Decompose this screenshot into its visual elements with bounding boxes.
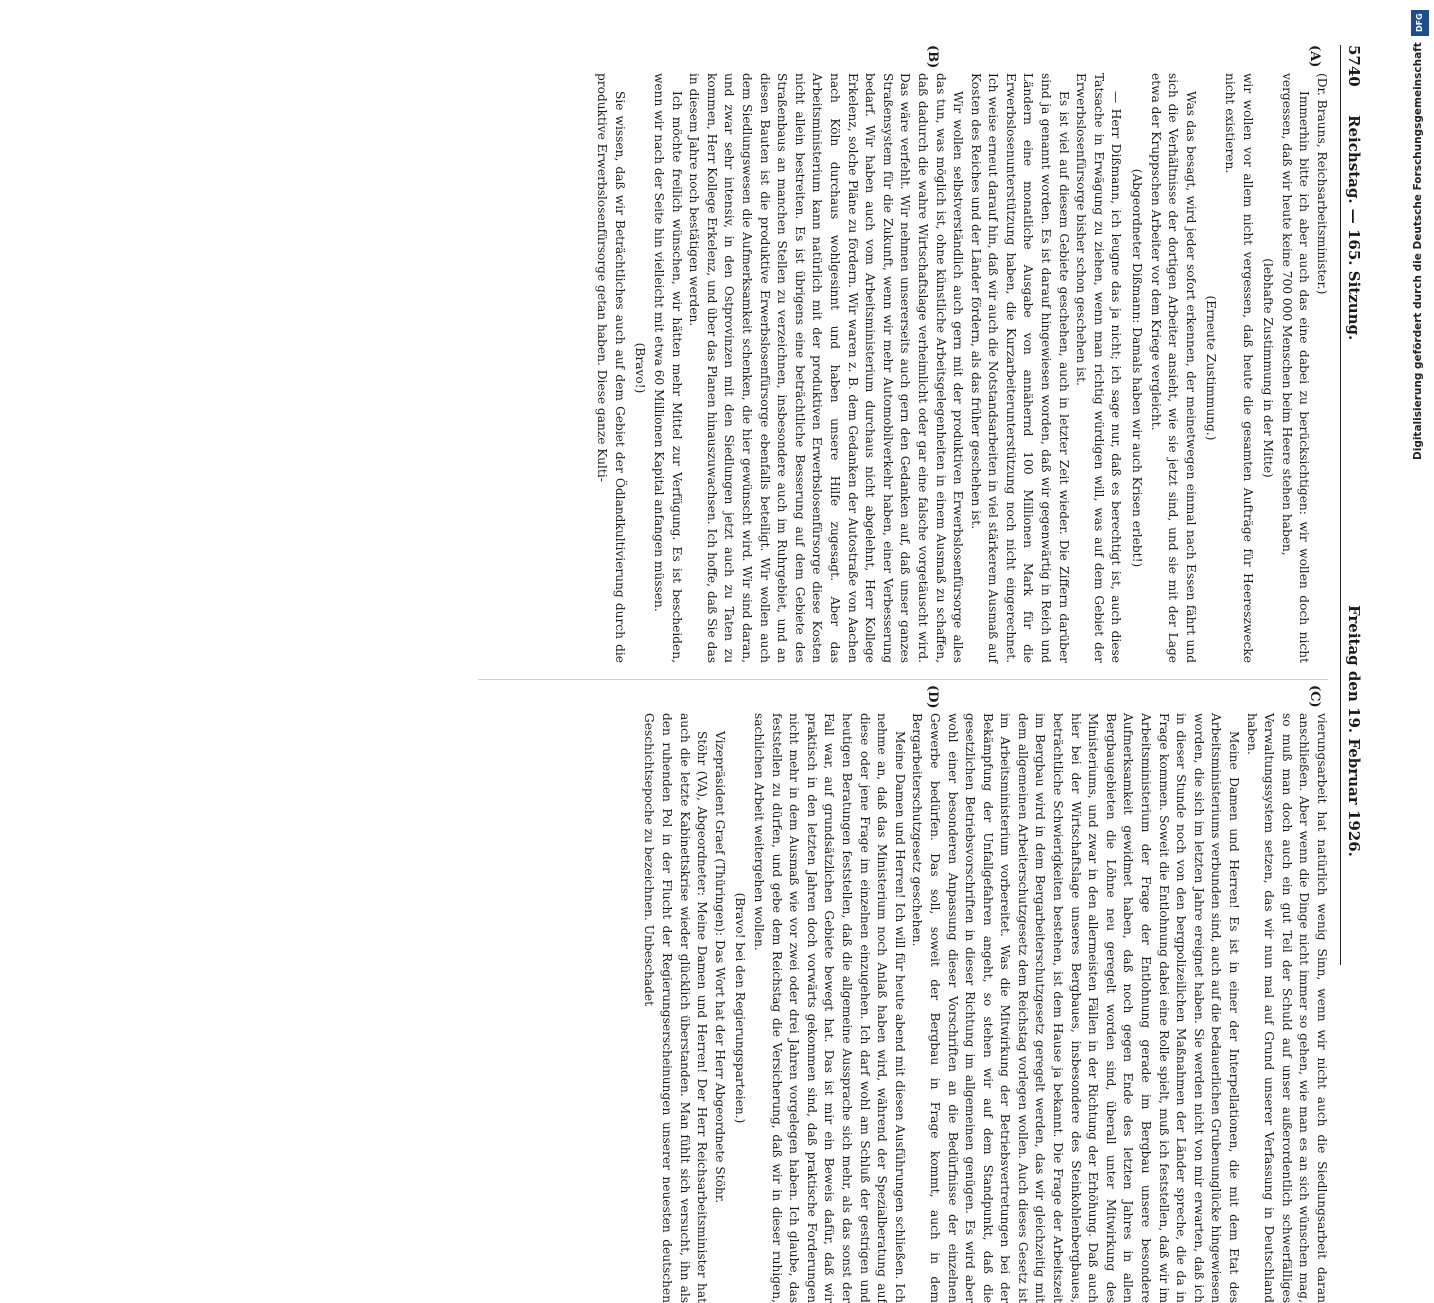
right-column [470, 713, 1330, 1303]
page-number: 5740 [1345, 45, 1363, 87]
paragraph: Immerhin bitte ich aber auch das eine dabei zu berücksichtigen: wir wollen doch nicht vergessen, daß wir heute keine 700 000 Menschen beim Heere stehen haben, [1279, 73, 1312, 663]
audience-reaction: (lebhafte Zustimmung in der Mitte) [1261, 258, 1276, 478]
interjection: (Abgeordneter Dißmann: Damals haben wir auch Krisen erlebt!) [1130, 168, 1145, 568]
paragraph: Vizepräsident Graef (Thüringen): Das Wort hat der Herr Abgeordnete Stöhr. [712, 731, 727, 1204]
session-title: Reichstag. — 165. Sitzung. [1345, 115, 1363, 341]
paragraph: Wir wollen selbstverständlich auch gern mit der produktiven Erwerbslosenfürsorge alles das tun, was möglich ist, ohne künstliche Arbeitsgelegenheiten in einem Ausmaß zu schaffen, daß dadurch die wahre Wirtschaftslage verheimlicht oder gar eine falsche vorgetäuscht wird. Das wäre verfehlt. Wir nehmen unsererseits auch gern den Gedanken auf, daß unser ganzes Straßensystem für die Zukunft, wenn wir mehr Automobilverkehr haben, einer Verbesserung bedarf. Wir haben auch vom Arbeitsministerium durchaus nicht abgelehnt, Herr Kollege Erkelenz, solche Pläne zu fördern. Wir waren z. B. dem Gedanken der Autostraße von Aachen nach Köln durchaus wohlgesinnt und haben unsere Hilfe zugesagt. Aber das Arbeitsministerium kann natürlich mit der produktiven Erwerbslosenfürsorge diese Kosten nicht allein bestreiten. Es ist übrigens eine beträchtliche Besserung auf dem Gebiete des Straßenbaus an manchen Stellen zu verzeichnen, insbesondere auch im Ruhrgebiet, und an diesen Bauten ist die produktive Erwerbslosenfürsorge ebenfalls beteiligt. Wir wollen auch dem Siedlungswesen die Aufmerksamkeit schenken, die hier gewünscht wird. Wir sind daran, und zwar sehr intensiv, in den Ostprovinzen mit den Siedlungen jetzt auch zu Taten zu kommen, Herr Kollege Erkelenz, und über das Planen hinauszuwachsen. Ich hoffe, daß Sie das in diesem Jahre noch bestätigen werden. [687, 73, 966, 663]
audience-reaction: (Erneute Zustimmung.) [1204, 295, 1219, 441]
running-header [1340, 45, 1380, 965]
session-date: Freitag den 19. Februar 1926. [1345, 605, 1363, 857]
dfg-logo: DFG [1411, 10, 1429, 36]
column-divider [478, 679, 1328, 680]
paragraph: Es ist viel auf diesem Gebiete geschehen, auch in letzter Zeit wieder. Die Ziffern darüber sind ja genannt worden. Es ist darauf hingewiesen worden, daß wir gegenwärtig in Reich und Ländern eine monatliche Ausgabe von annähernd 100 Millionen Mark für die Erwerbslosenunterstützung haben, die Kurzarbeiterunterstützung noch nicht eingerechnet. Ich weise erneut darauf hin, daß wir auch die Notstandsarbeiten in viel stärkerem Ausmaß auf Kosten des Reiches und der Länder fördern, als das früher geschehen ist. [968, 73, 1071, 663]
audience-reaction: (Bravo!) [633, 342, 648, 394]
audience-reaction: (Bravo! bei den Regierungsparteien.) [733, 892, 748, 1124]
paragraph: wir wollen vor allem nicht vergessen, daß heute die gesamten Aufträge für Heereszwecke nicht existieren. [1223, 73, 1255, 663]
left-column [470, 73, 1330, 663]
paragraph: Stöhr (VA), Abgeordneter: Meine Damen und Herren! Der Herr Reichsarbeitsminister hat auch die letzte Kabinettskrise wieder glücklich überstanden. Man fühlt sich versucht, ihn als den ruhenden Pol in der Flucht der Regierungserscheinungen unserer neuesten deutschen Geschichtsepoche zu bezeichnen. Unbeschadet [642, 713, 710, 1303]
digitization-note: Digitalisierung gefördert durch die Deutsche Forschungsgemeinschaft [1412, 42, 1424, 460]
paragraph: — Herr Dißmann, ich leugne das ja nicht; ich sage nur, daß es berechtigt ist, auch diese Tatsache in Erwägung zu ziehen, wenn man richtig würdigen will, was auf dem Gebiet der Erwerbslosenfürsorge bisher schon geschehen ist. [1074, 73, 1124, 663]
margin-letter-b: (B) [925, 45, 940, 69]
paragraph: Was das besagt, wird jeder sofort erkennen, der meinetwegen einmal nach Essen fährt und sich die Verhältnisse der dortigen Arbeiter ansieht, wie sie jetzt sind, und sie mit der Lage etwa der Kruppschen Arbeiter vor dem Kriege vergleicht. [1148, 73, 1198, 663]
paragraph: Meine Damen und Herren! Es ist in einer der Interpellationen, die mit dem Etat des Arbeitsministeriums verbunden sind, auch auf die bedauerlichen Grubenunglücke hingewiesen worden, die sich im letzten Jahre ereignet haben. Sie werden nicht von mir erwarten, daß ich in dieser Stunde noch von den bergpolizeilichen Maßnahmen der Länder spreche, die da in Frage kommen. Soweit die Entlohnung dabei eine Rolle spielt, muß ich feststellen, daß wir im Arbeitsministerium der Frage der Entlohnung gerade im Bergbau unsere besondere Aufmerksamkeit gewidmet haben, daß noch gegen Ende des letzten Jahres in allen Bergbaugebieten die Löhne neu geregelt worden sind, überall unter Mitwirkung des Ministeriums, und zwar in den allermeisten Fällen in der Richtung der Erhöhung. Daß auch hier bei der Wirtschaftslage unseres Bergbaues, insbesondere des Steinkohlenbergbaues, beträchtliche Schwierigkeiten bestehen, ist dem Hause ja bekannt. Die Frage der Arbeitszeit im Bergbau wird in dem Bergarbeiterschutzgesetz geregelt werden, das wir gleichzeitig mit dem allgemeinen Arbeiterschutzgesetz dem Reichstag vorlegen wollen. Auch dieses Gesetz ist im Arbeitsministerium vorbereitet. Was die Mitwirkung der Betriebsvertretungen bei der Bekämpfung der Unfallgefahren angeht, so stehen wir auf dem Standpunkt, daß die gesetzlichen Betriebsvorschriften in dieser Richtung im allgemeinen genügen. Es wird aber wohl einer besonderen Anpassung dieser Vorschriften an die Bedürfnisse der einzelnen Gewerbe bedürfen. Das soll, soweit der Bergbau in Frage kommt, auch in dem Bergarbeiterschutzgesetz geschehen. [910, 713, 1242, 1303]
speaker-continuation: (Dr. Brauns, Reichsarbeitsminister.) [1315, 73, 1329, 295]
paragraph: Ich möchte freilich wünschen, wir hätten mehr Mittel zur Verfügung. Es ist bescheiden, wenn wir nach der Seite hin vielleicht mit etwa 60 Millionen Kapital anfangen müssen. [652, 73, 684, 663]
margin-letter-d: (D) [925, 685, 940, 709]
paragraph: vierungsarbeit hat natürlich wenig Sinn, wenn wir nicht auch die Siedlungsarbeit daran anschließen. Aber wenn die Dinge nicht immer so gehen, wie man es an sich wünschen mag, so muß man doch auch ein gut Teil der Schuld auf unser außerordentlich schwerfälliges Verwaltungssystem setzen, das wir nun mal auf Grund unserer Verfassung in Deutschland haben. [1244, 713, 1329, 1303]
margin-letter-a: (A) [1307, 45, 1322, 68]
margin-letter-c: (C) [1307, 685, 1322, 708]
paragraph: Sie wissen, daß wir Beträchtliches auch auf dem Gebiet der Ödlandkultivierung durch die produktive Erwerbslosenfürsorge getan haben. Diese ganze Kulti- [595, 73, 627, 663]
paragraph: Meine Damen und Herren! Ich will für heute abend mit diesen Ausführungen schließen. Ich nehme an, daß das Ministerium noch Anlaß haben wird, während der Spezialberatung auf diese oder jene Frage im einzelnen einzugehen. Ich darf wohl am Schluß der gestrigen und heutigen Beratungen feststellen, daß die allgemeine Aussprache sich mehr, als das sonst der Fall war, auf grundsätzlichen Gebiete bewegt hat. Das ist mir ein Beweis dafür, daß wir praktisch in den letzten Jahren doch vorwärts gekommen sind, daß praktische Forderungen nicht mehr in dem Ausmaß wie vor zwei oder drei Jahren vorgelegen haben. Ich glaube, das feststellen zu dürfen, und gebe dem Reichstag die Versicherung, daß wir in dieser ruhigen, sachlichen Arbeit weitergehen wollen. [752, 713, 907, 1303]
digitization-sidebar [1408, 0, 1434, 1000]
document-page [80, 45, 1380, 1303]
